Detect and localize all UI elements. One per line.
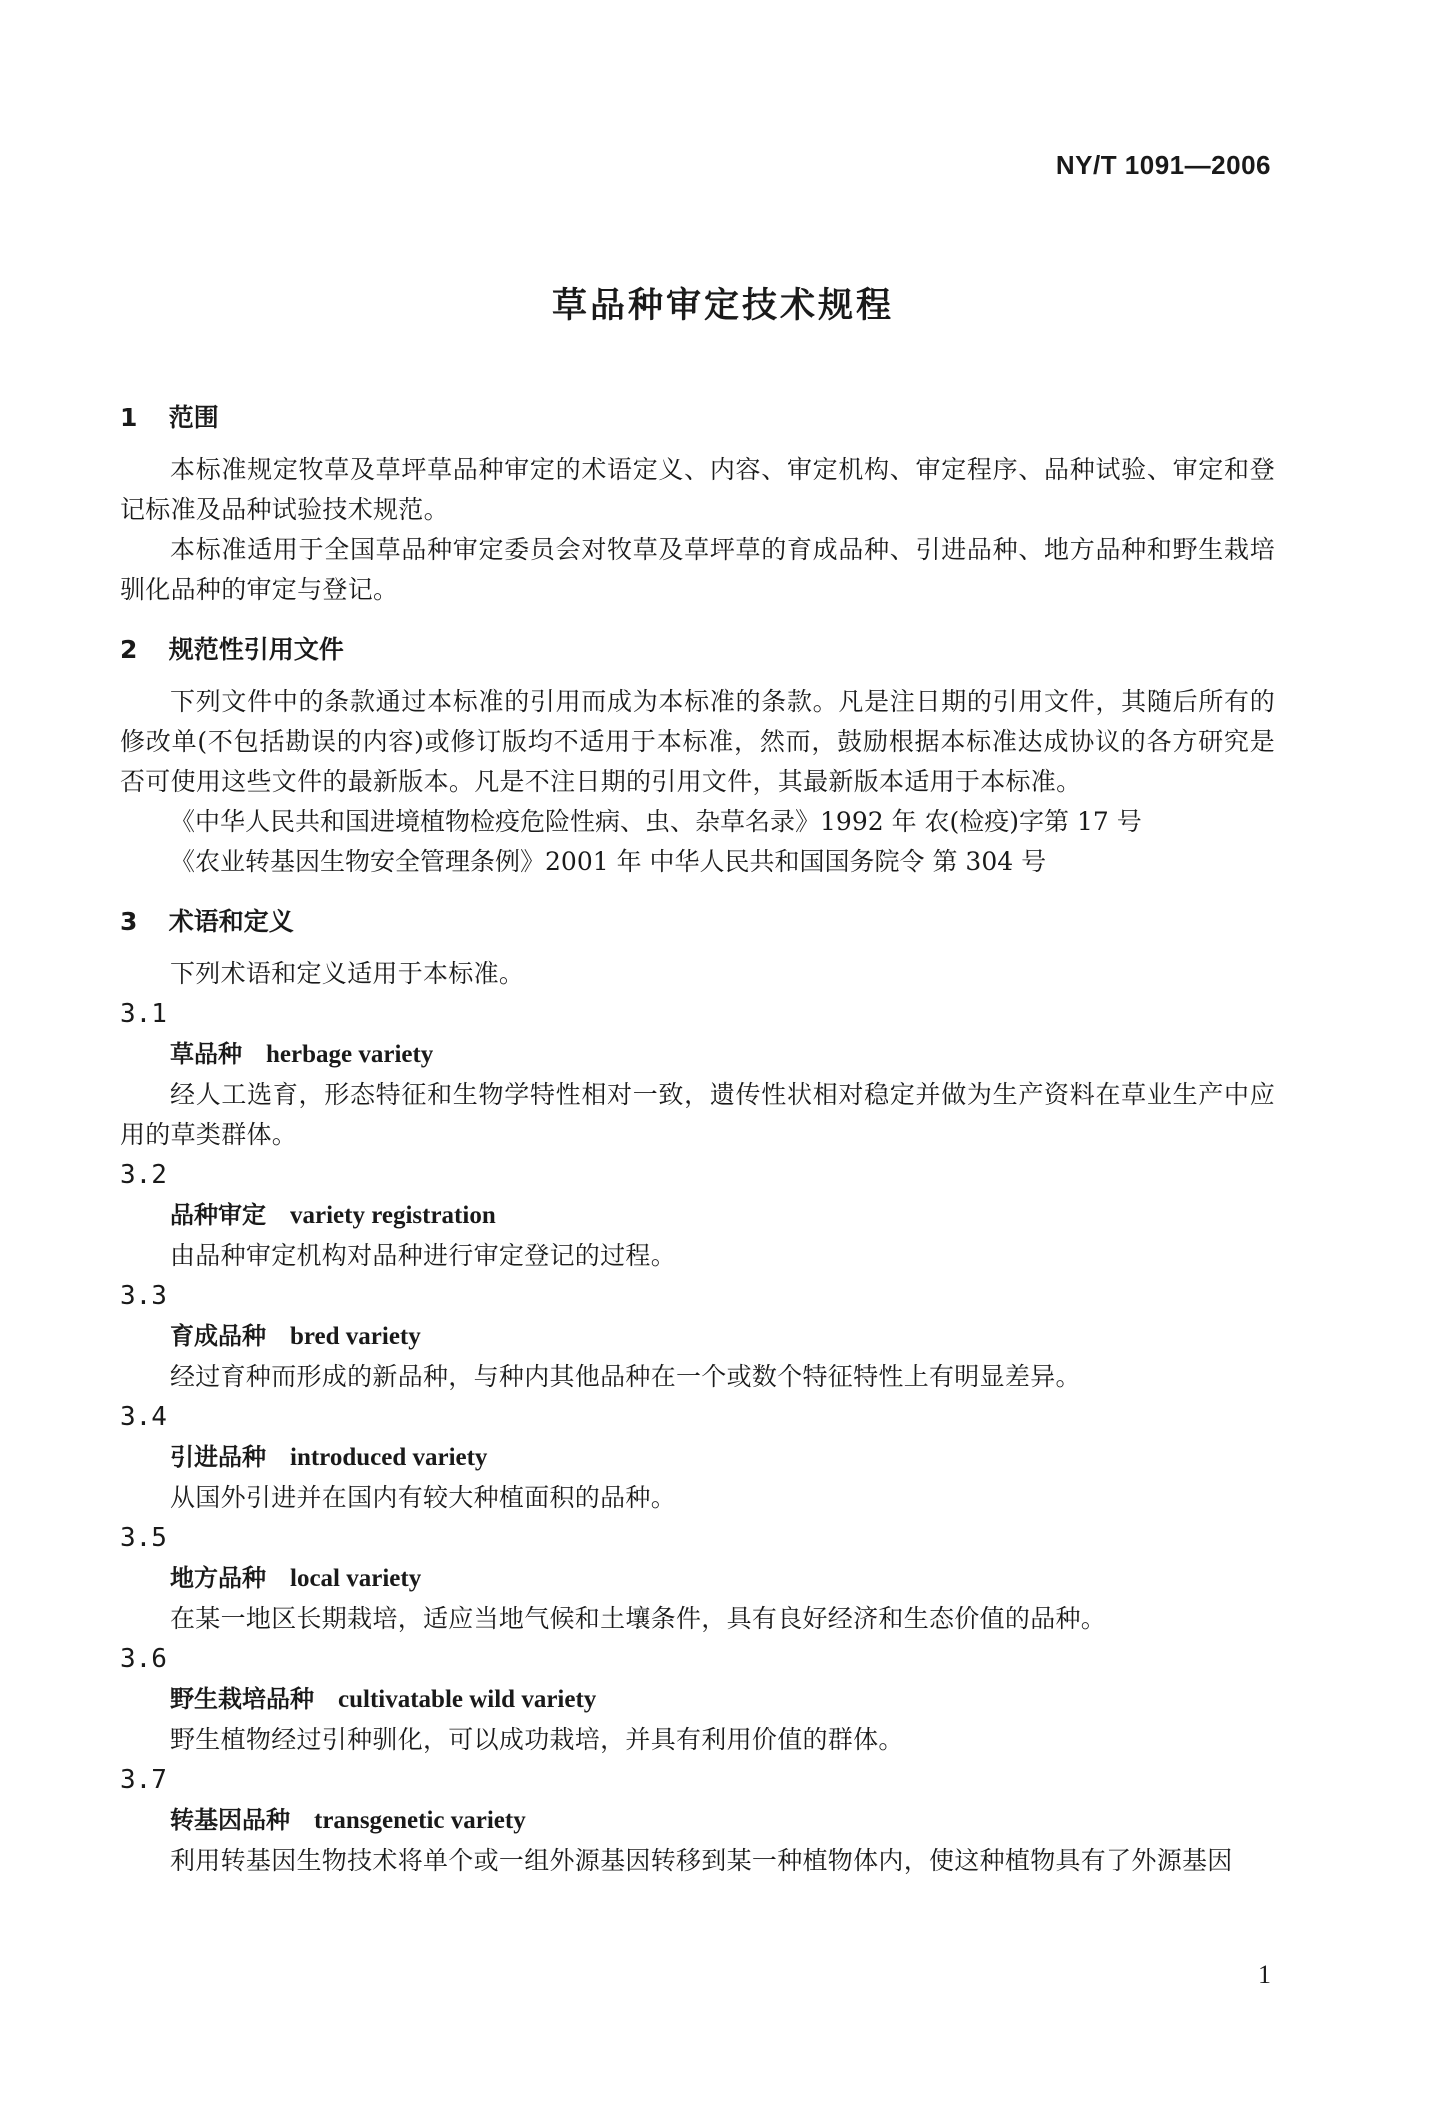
term-en: variety registration (290, 1202, 496, 1229)
term-en: cultivatable wild variety (338, 1686, 597, 1713)
term-3-7 (120, 1760, 1275, 1881)
term-3-5 (120, 1518, 1275, 1639)
section-number: 2 (120, 635, 138, 664)
term-number: 3.7 (120, 1765, 167, 1795)
term-3-6 (120, 1639, 1275, 1760)
reference-item: 《农业转基因生物安全管理条例》2001 年 中华人民共和国国务院令 第 304 号 (170, 847, 1047, 876)
section-title: 规范性引用文件 (168, 635, 344, 664)
term-zh: 转基因品种 (170, 1806, 290, 1834)
term-zh: 野生栽培品种 (170, 1685, 314, 1713)
term-number: 3.2 (120, 1160, 167, 1190)
term-name (170, 1316, 1275, 1357)
term-number: 3.6 (120, 1644, 167, 1674)
term-definition: 经过育种而形成的新品种，与种内其他品种在一个或数个特征特性上有明显差异。 (170, 1362, 1081, 1391)
section-3-heading (120, 902, 1275, 942)
term-zh: 品种审定 (170, 1201, 266, 1229)
term-name (170, 1195, 1275, 1236)
term-zh: 草品种 (170, 1040, 242, 1068)
term-definition: 从国外引进并在国内有较大种植面积的品种。 (170, 1483, 677, 1512)
term-en: introduced variety (290, 1444, 488, 1471)
term-en: transgenetic variety (314, 1807, 526, 1834)
term-name (170, 1800, 1275, 1841)
term-zh: 地方品种 (170, 1564, 266, 1592)
paragraph: 本标准规定牧草及草坪草品种审定的术语定义、内容、审定机构、审定程序、品种试验、审定和登记标准及品种试验技术规范。 (120, 455, 1275, 524)
term-zh: 引进品种 (170, 1443, 266, 1471)
term-en: bred variety (290, 1323, 421, 1350)
term-number: 3.1 (120, 999, 167, 1029)
term-name (170, 1679, 1275, 1720)
section-2-heading (120, 630, 1275, 670)
term-3-2 (120, 1155, 1275, 1276)
term-en: local variety (290, 1565, 422, 1592)
term-number: 3.3 (120, 1281, 167, 1311)
term-number: 3.4 (120, 1402, 167, 1432)
term-3-4 (120, 1397, 1275, 1518)
standard-code: NY/T 1091—2006 (1055, 150, 1271, 180)
term-zh: 育成品种 (170, 1322, 266, 1350)
document-body (120, 398, 1275, 1881)
document-title: 草品种审定技术规程 (551, 286, 894, 326)
term-definition: 野生植物经过引种驯化，可以成功栽培，并具有利用价值的群体。 (170, 1725, 904, 1754)
paragraph: 下列术语和定义适用于本标准。 (170, 959, 525, 988)
paragraph: 本标准适用于全国草品种审定委员会对牧草及草坪草的育成品种、引进品种、地方品种和野生栽培驯化品种的审定与登记。 (120, 535, 1275, 604)
term-definition: 在某一地区长期栽培，适应当地气候和土壤条件，具有良好经济和生态价值的品种。 (170, 1604, 1107, 1633)
section-title: 术语和定义 (168, 907, 294, 936)
term-3-1 (120, 994, 1275, 1155)
term-definition: 经人工选育，形态特征和生物学特性相对一致，遗传性状相对稳定并做为生产资料在草业生产中应用的草类群体。 (120, 1080, 1275, 1149)
term-definition: 利用转基因生物技术将单个或一组外源基因转移到某一种植物体内，使这种植物具有了外源基因 (170, 1846, 1233, 1875)
page-number: 1 (1258, 1960, 1271, 1989)
section-number: 3 (120, 907, 138, 936)
term-definition: 由品种审定机构对品种进行审定登记的过程。 (170, 1241, 677, 1270)
term-en: herbage variety (266, 1041, 434, 1068)
reference-item: 《中华人民共和国进境植物检疫危险性病、虫、杂草名录》1992 年 农(检疫)字第 17 号 (170, 807, 1142, 836)
term-3-3 (120, 1276, 1275, 1397)
term-name (170, 1558, 1275, 1599)
section-number: 1 (120, 403, 138, 432)
paragraph: 下列文件中的条款通过本标准的引用而成为本标准的条款。凡是注日期的引用文件，其随后所有的修改单(不包括勘误的内容)或修订版均不适用于本标准，然而，鼓励根据本标准达成协议的各方研究是否可使用这些文件的最新版本。凡是不注日期的引用文件，其最新版本适用于本标准。 (120, 687, 1275, 796)
section-title: 范围 (168, 403, 219, 432)
term-name (170, 1034, 1275, 1075)
term-name (170, 1437, 1275, 1478)
term-number: 3.5 (120, 1523, 167, 1553)
section-1-heading (120, 398, 1275, 438)
